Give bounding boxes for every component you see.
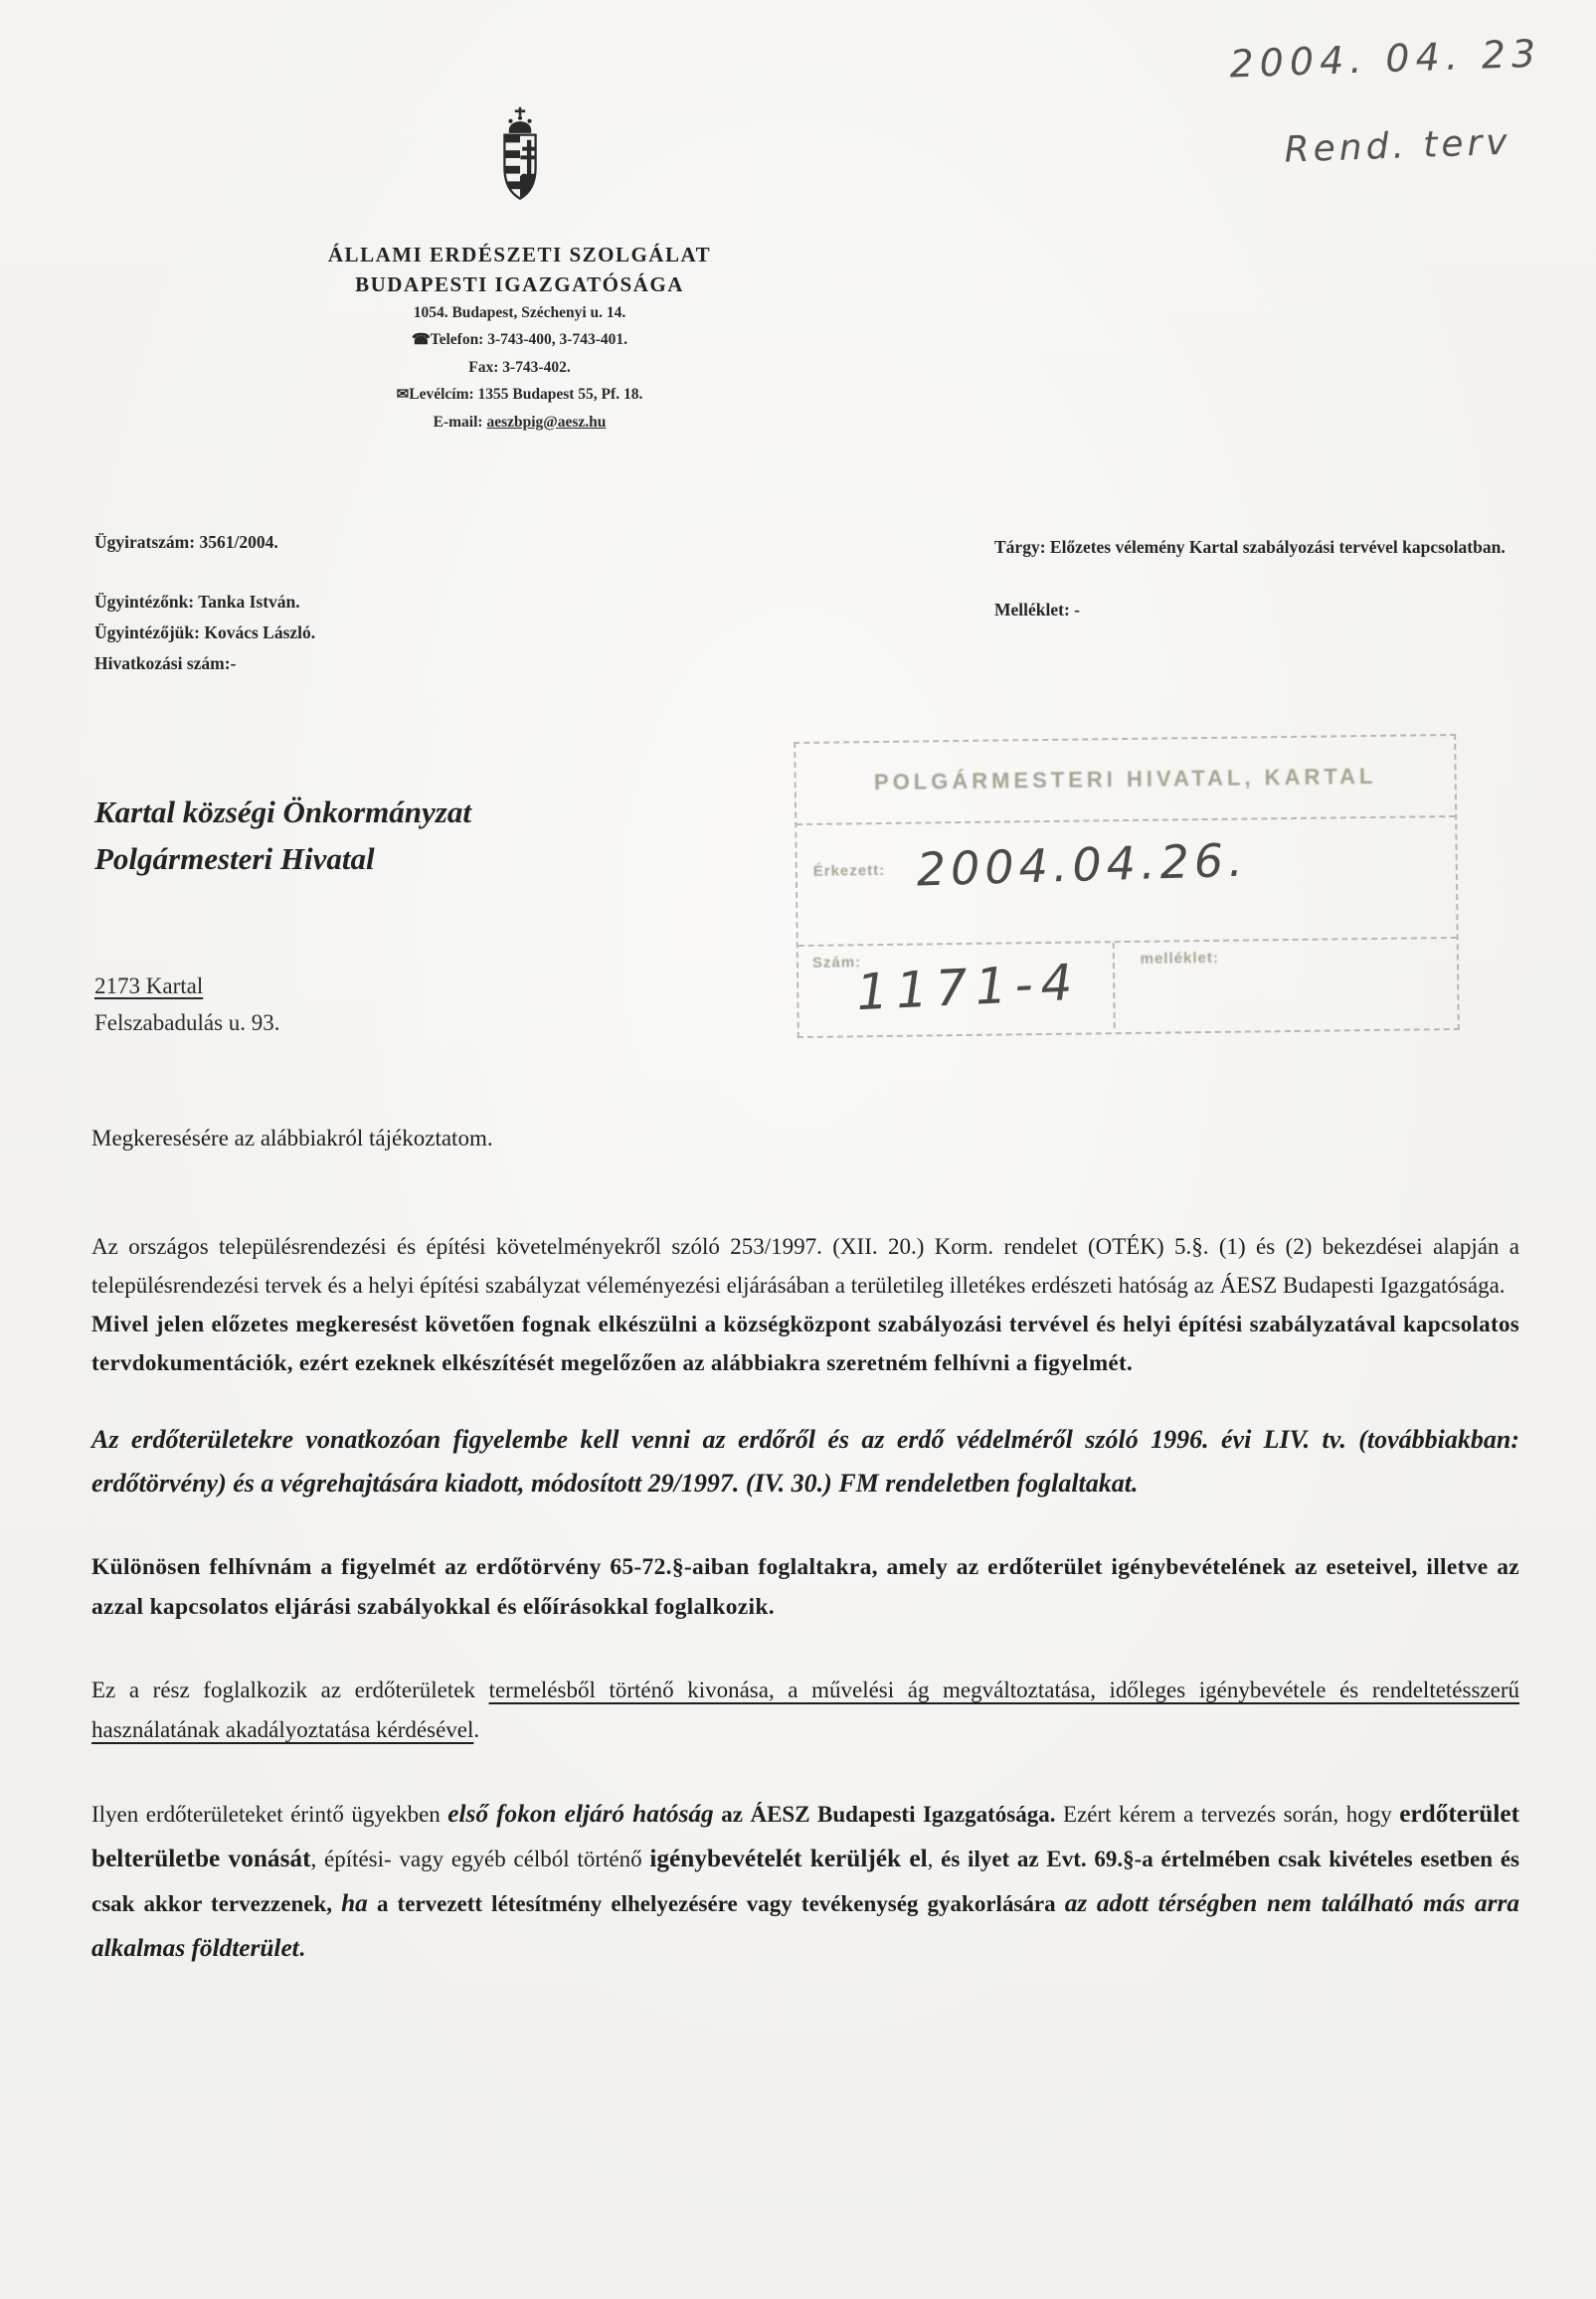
text-segment: az adott térségben nem található más arra alkalmas földterület xyxy=(91,1889,1519,1962)
handwritten-notes xyxy=(1228,31,1545,171)
stamp-attachment-cell xyxy=(1114,939,1457,1028)
paragraph-highlight: Különösen felhívnám a figyelmét az erdőtörvény 65-72.§-aiban foglaltakra, amely az erdőterület igénybevételének az eseteivel, illetve az azzal kapcsolatos eljárási szabályokkal és előírásokkal foglalkozik. xyxy=(91,1554,1519,1620)
text-segment: a tervezett létesítmény elhelyezésére vagy tevékenység gyakorlására xyxy=(367,1891,1065,1916)
stamp-received-label: Érkezett: xyxy=(812,861,886,880)
reference-number: Hivatkozási szám:- xyxy=(94,653,237,673)
email-address: aeszbpig@aesz.hu xyxy=(486,414,607,431)
reference-block-right xyxy=(994,533,1507,624)
addressee-block xyxy=(94,789,471,1041)
org-name-line2: BUDAPESTI IGAZGATÓSÁGA xyxy=(355,272,684,296)
coat-of-arms-icon xyxy=(494,99,546,222)
text-segment: , építési- vagy egyéb célból történő xyxy=(310,1847,650,1871)
paragraph-forest-law: Az erdőterületekre vonatkozóan figyelembe kell venni az erdőről és az erdő védelméről szóló 1996. évi LIV. tv. (továbbiakban: erdőtörvény) és a végrehajtására kiadott, módosított 29/1997. (IV. 30.) FM rendeletben foglaltakat. xyxy=(91,1425,1519,1498)
addressee-postal xyxy=(94,968,471,1041)
our-clerk: Ügyintézőnk: Tanka István. xyxy=(94,592,300,612)
stamp-received-date-handwritten: 2004.04.26. xyxy=(916,832,1249,897)
email-label: E-mail: xyxy=(433,414,487,431)
org-fax: Fax: 3-743-402. xyxy=(468,359,571,376)
case-number: Ügyiratszám: 3561/2004. xyxy=(94,532,278,552)
intro-line: Megkeresésére az alábbiakról tájékoztatom. xyxy=(91,1126,493,1150)
org-name-line1: ÁLLAMI ERDÉSZETI SZOLGÁLAT xyxy=(327,243,712,266)
received-stamp xyxy=(794,734,1460,1038)
text-segment: igénybevételét kerüljék el xyxy=(649,1845,928,1872)
text-segment: az ÁESZ Budapesti Igazgatósága. xyxy=(713,1802,1064,1827)
paragraph-scope xyxy=(91,1671,1519,1750)
envelope-icon: ✉ xyxy=(396,387,410,403)
stamp-number-label: Szám: xyxy=(811,954,862,972)
text-segment: ha xyxy=(341,1889,368,1917)
org-phone: Telefon: 3-743-400, 3-743-401. xyxy=(430,331,627,348)
text-segment: . xyxy=(473,1717,480,1742)
subject-line: Tárgy: Előzetes vélemény Kartal szabályozási tervével kapcsolatban. xyxy=(994,537,1506,557)
text-segment: Ilyen erdőterületeket érintő ügyekben xyxy=(91,1802,448,1827)
attachment-line: Melléklet: - xyxy=(994,600,1080,619)
reference-block-left xyxy=(94,527,315,679)
stamp-header-row xyxy=(796,736,1455,825)
addressee-office: Polgármesteri Hivatal xyxy=(94,841,375,876)
handwritten-routing-note: Rend. terv xyxy=(1283,121,1512,171)
text-segment: termelésből történő kivonása, a művelési ág megváltoztatása, időleges igénybevétele és rendeltetésszerű használatának akadályoztatása kérdésével xyxy=(91,1678,1519,1742)
org-phone-line xyxy=(194,326,845,354)
stamp-received-row xyxy=(797,817,1456,947)
text-segment: erdőterület belterületbe vonását xyxy=(91,1800,1520,1872)
text-segment: . xyxy=(298,1936,305,1961)
org-postal: Levélcím: 1355 Budapest 55, Pf. 18. xyxy=(409,386,643,403)
text-segment: , xyxy=(927,1847,942,1871)
org-address: 1054. Budapest, Széchenyi u. 14. xyxy=(413,304,626,321)
text-segment: első fokon eljáró hatóság xyxy=(447,1800,714,1828)
org-postal-line xyxy=(194,381,845,409)
org-email-line xyxy=(194,409,845,436)
addressee-name: Kartal községi Önkormányzat xyxy=(94,795,471,829)
text-segment: és ilyet az Evt. 69.§-a értelmében csak kivételes esetben és csak akkor tervezzenek, xyxy=(91,1847,1519,1916)
stamp-attachment-label: melléklet: xyxy=(1140,949,1219,968)
paragraph-otek: Az országos településrendezési és építési követelményekről szóló 253/1997. (XII. 20.) Korm. rendelet (OTÉK) 5.§. (1) és (2) bekezdései alapján a településrendezési tervek és a helyi építési szabályzat véleményezési eljárásában a területileg illetékes erdészeti hatóság az ÁESZ Budapesti Igazgatósága. xyxy=(91,1234,1519,1298)
paragraph-closing xyxy=(91,1792,1519,1971)
stamp-number-cell xyxy=(798,943,1116,1032)
stamp-number-handwritten: 1171-4 xyxy=(854,953,1082,1022)
phone-icon: ☎ xyxy=(411,332,431,348)
handwritten-date-note: 2004. 04. 23 xyxy=(1228,31,1542,87)
addressee-street: Felszabadulás u. 93. xyxy=(94,1010,280,1035)
addressee-city: 2173 Kartal xyxy=(94,973,204,998)
letter-body xyxy=(91,1126,1519,1971)
text-segment: Ezért kérem a tervezés során, hogy xyxy=(1063,1802,1400,1827)
text-segment: Ez a rész foglalkozik az erdőterületek xyxy=(91,1678,489,1702)
stamp-bottom-row xyxy=(798,939,1458,1032)
paragraph-notice: Mivel jelen előzetes megkeresést követően fognak elkészülni a községközpont szabályozási tervével és helyi építési szabályzatával kapcsolatos tervdokumentációk, ezért ezeknek elkészítését megelőzően az alábbiakra szeretném felhívni a figyelmét. xyxy=(91,1312,1519,1375)
their-clerk: Ügyintézőjük: Kovács László. xyxy=(94,622,316,642)
stamp-header-text: POLGÁRMESTERI HIVATAL, KARTAL xyxy=(873,763,1377,796)
spacer xyxy=(94,558,315,587)
letterhead xyxy=(194,99,845,436)
